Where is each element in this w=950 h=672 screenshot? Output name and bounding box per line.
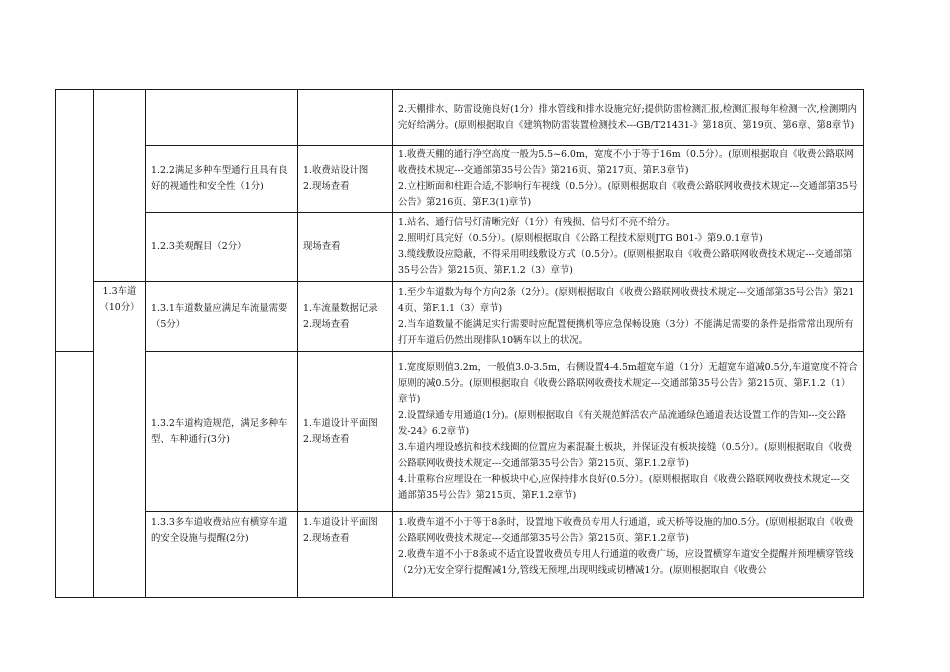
method-cell <box>298 213 393 282</box>
category-cell: 1.3车道（10分） <box>94 282 146 598</box>
evaluation-table <box>55 89 864 598</box>
outer-category-cell <box>56 352 94 598</box>
method-line: 1.车道设计平面图 <box>303 517 378 528</box>
criteria-line: 1.收费车道不小于等于8条时，设置地下收费员专用人行通道，或天桥等设施的加0.5分。(原则根据取自《收费公路联网收费技术规定---交通部第35号公告》第215页、第F.1.2章节) <box>398 517 854 544</box>
criteria-cell <box>393 282 864 352</box>
criteria-line: 2.照明灯具完好（0.5分）。(原则根据取自《公路工程技术原则JTG B01-》第9.0.1章节) <box>398 233 763 244</box>
criteria-line: 2.立柱断面和柱距合适,不影响行车视线（0.5分）。(原则根据取自《收费公路联网收费技术规定---交通部第35号公告》第216页、第F.3(1)章节) <box>398 181 858 208</box>
method-line: 2.现场查看 <box>303 318 350 330</box>
criteria-line: 2.收费车道不小于8条或不适宜设置收费员专用人行通道的收费广场，应设置横穿车道安全提醒并预埋横穿管线（2分)无安全穿行提醒减1分,管线无预埋,出现明线或切槽减1分。(原则根据取自《收费公 <box>398 549 854 576</box>
criteria-line: 4.计重称台应埋设在一种板块中心,应保持排水良好(0.5分）。(原则根据取自《收费公路联网收费技术规定---交通部第35号公告》第215页、第F.1.2章节) <box>398 473 850 501</box>
criteria-line: 2.设置绿通专用通道(1分)。(原则根据取自《有关规范鲜活农产品流通绿色通道表达设置工作的告知---交公路发-24》6.2章节) <box>398 409 846 437</box>
method-line: 现场查看 <box>303 241 341 252</box>
criteria-cell <box>393 90 864 146</box>
standard-cell: 1.2.2满足多种车型通行且具有良好的视通性和安全性（1分) <box>146 146 298 213</box>
category-cell <box>94 90 146 282</box>
method-line: 2.现场查看 <box>303 181 350 192</box>
criteria-cell <box>393 213 864 282</box>
table-row <box>56 213 864 282</box>
criteria-line: 1.宽度原则值3.2m，一般值3.0-3.5m，右侧设置4-4.5m超宽车道（1分）无超宽车道减0.5分,车道宽度不符合原则的减0.5分。(原则根据取自《收费公路联网收费技术规定---交通部第35号公告》第215页、第F.1.2（1）章节) <box>398 361 858 405</box>
method-cell <box>298 352 393 512</box>
method-cell <box>298 512 393 598</box>
criteria-cell <box>393 352 864 512</box>
method-line: 2.现场查看 <box>303 433 350 445</box>
outer-category-cell <box>56 90 94 352</box>
method-cell <box>298 146 393 213</box>
criteria-line: 1.收费天棚的通行净空高度一般为5.5~6.0m，宽度不小于等于16m（0.5分）。(原则根据取自《收费公路联网收费技术规定---交通部第35号公告》第216页、第217页、第F.3章节) <box>398 149 854 176</box>
table-row <box>56 512 864 598</box>
standard-cell: 1.2.3美观醒目（2分） <box>146 213 298 282</box>
method-cell <box>298 90 393 146</box>
method-line: 2.现场查看 <box>303 533 350 544</box>
method-line: 1.收费站设计图 <box>303 165 369 176</box>
criteria-line: 3.车道内埋设感抗和技术线圈的位置应为素混凝土板块，并保证没有板块接缝（0.5分）。(原则根据取自《收费公路联网收费技术规定---交通部第35号公告》第215页、第F.1.2章节) <box>398 441 853 469</box>
method-line: 1.车流量数据记录 <box>303 302 378 314</box>
table-row <box>56 352 864 512</box>
table-row <box>56 90 864 146</box>
method-cell <box>298 282 393 352</box>
criteria-line: 2.天棚排水、防雷设施良好(1分）排水管线和排水设施完好;提供防雷检测汇报,检测汇报每年检测一次,检测期内完好给满分。(原则根据取自《建筑物防雷装置检测技术---GB/T21431-》第18页、第19页、第6章、第8章节) <box>398 103 857 131</box>
criteria-cell <box>393 146 864 213</box>
criteria-line: 2.当车道数量不能满足实行需要时应配置便携机等应急保畅设施（3分）不能满足需要的条件是指常常出现所有打开车道后仍然出现排队10辆车以上的状况。 <box>398 318 854 346</box>
standard-cell <box>146 90 298 146</box>
criteria-line: 1.站名、通行信号灯清晰完好（1分）有残损、信号灯不亮不给分。 <box>398 217 676 228</box>
criteria-cell <box>393 512 864 598</box>
table-row <box>56 146 864 213</box>
standard-cell: 1.3.3多车道收费站应有横穿车道的安全设施与提醒(2分) <box>146 512 298 598</box>
method-line: 1.车道设计平面图 <box>303 417 378 429</box>
standard-cell: 1.3.1车道数量应满足车流量需要（5分） <box>146 282 298 352</box>
table-row <box>56 282 864 352</box>
criteria-line: 3.缆线敷设应隐蔽，不得采用明线敷设方式（0.5分）。(原则根据取自《收费公路联网收费技术规定---交通部第35号公告》第215页、第F.1.2（3）章节) <box>398 249 853 276</box>
criteria-line: 1.至少车道数为每个方向2条（2分）。(原则根据取自《收费公路联网收费技术规定---交通部第35号公告》第214页、第F.1.1（3）章节) <box>398 286 855 314</box>
standard-cell: 1.3.2车道构造规范，满足多种车型、车种通行(3分) <box>146 352 298 512</box>
